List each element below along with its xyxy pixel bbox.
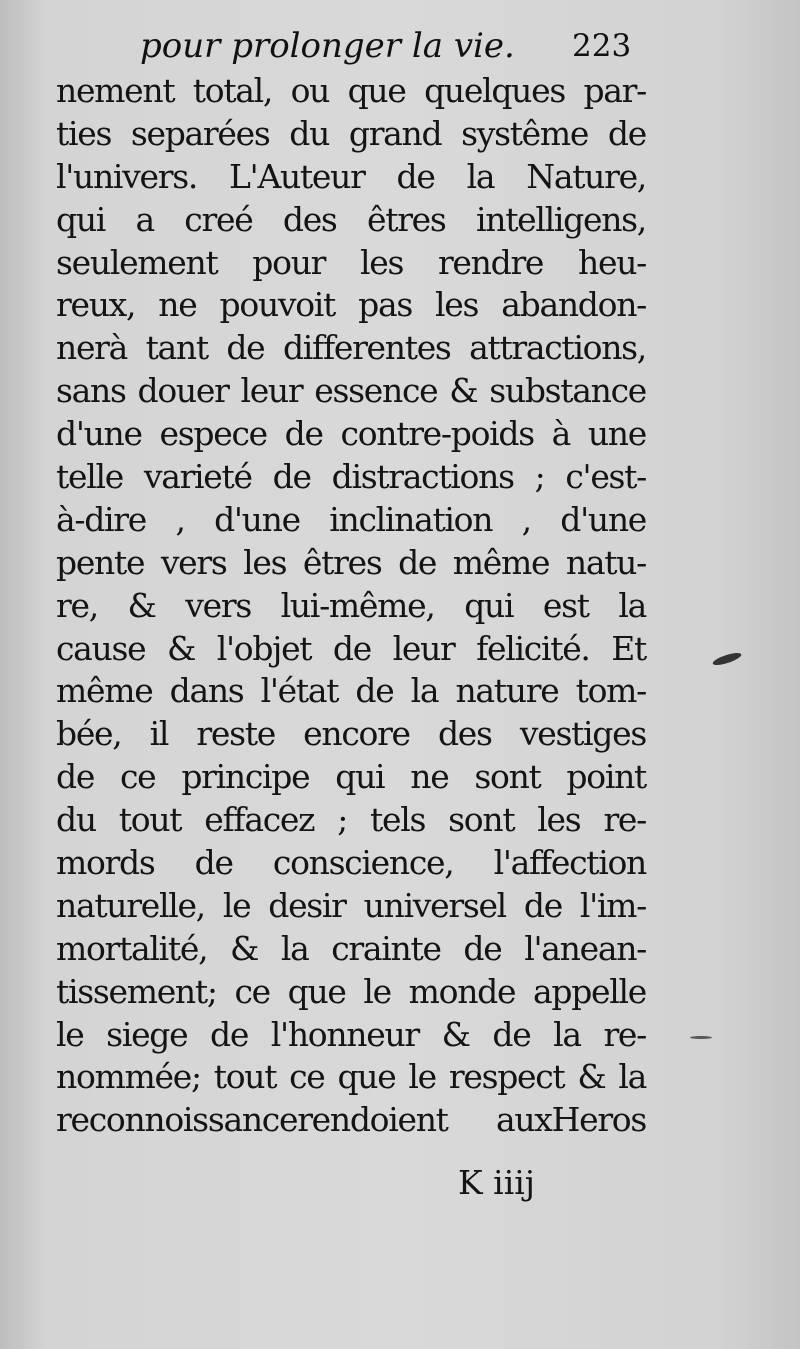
text-line: mords de conscience, l'affection — [56, 843, 646, 883]
text-line: qui a creé des êtres intelligens, — [56, 199, 646, 239]
text-line: nerà tant de differentes attractions, — [56, 328, 646, 368]
text-line: mortalité, & la crainte de l'anean- — [56, 928, 646, 968]
text-line: l'univers. L'Auteur de la Nature, — [56, 156, 646, 196]
text-line: reconnoissancerendoient auxHeros — [56, 1100, 646, 1140]
text-line: le siege de l'honneur & de la re- — [56, 1014, 646, 1054]
text-line: ties separées du grand systême de — [56, 113, 646, 153]
text-line: reux, ne pouvoit pas les abandon- — [56, 285, 646, 325]
page-header — [0, 26, 800, 76]
text-line: nement total, ou que quelques par- — [56, 71, 646, 110]
text-line: naturelle, le desir universel de l'im- — [56, 885, 646, 925]
text-line: cause & l'objet de leur felicité. Et — [56, 628, 646, 668]
text-line: nommée; tout ce que le respect & la — [56, 1057, 646, 1097]
body-text — [56, 70, 646, 1142]
text-line: telle varieté de distractions ; c'est- — [56, 457, 646, 497]
text-line: pente vers les êtres de même natu- — [56, 542, 646, 582]
text-line: à-dire , d'une inclination , d'une — [56, 499, 646, 539]
running-title: pour prolonger la vie. — [140, 26, 515, 66]
signature-mark: K iiij — [458, 1163, 536, 1202]
text-line: sans douer leur essence & substance — [56, 371, 646, 411]
text-line: d'une espece de contre-poids à une — [56, 414, 646, 454]
ink-speck — [690, 1036, 712, 1039]
text-line: tissement; ce que le monde appelle — [56, 971, 646, 1011]
text-line: seulement pour les rendre heu- — [56, 242, 646, 282]
page-number: 223 — [572, 28, 632, 64]
text-line: bée, il reste encore des vestiges — [56, 714, 646, 754]
ink-speck — [711, 651, 742, 668]
text-line: de ce principe qui ne sont point — [56, 757, 646, 797]
text-line: re, & vers lui-même, qui est la — [56, 585, 646, 625]
text-line: du tout effacez ; tels sont les re- — [56, 800, 646, 840]
text-line: même dans l'état de la nature tom- — [56, 671, 646, 711]
